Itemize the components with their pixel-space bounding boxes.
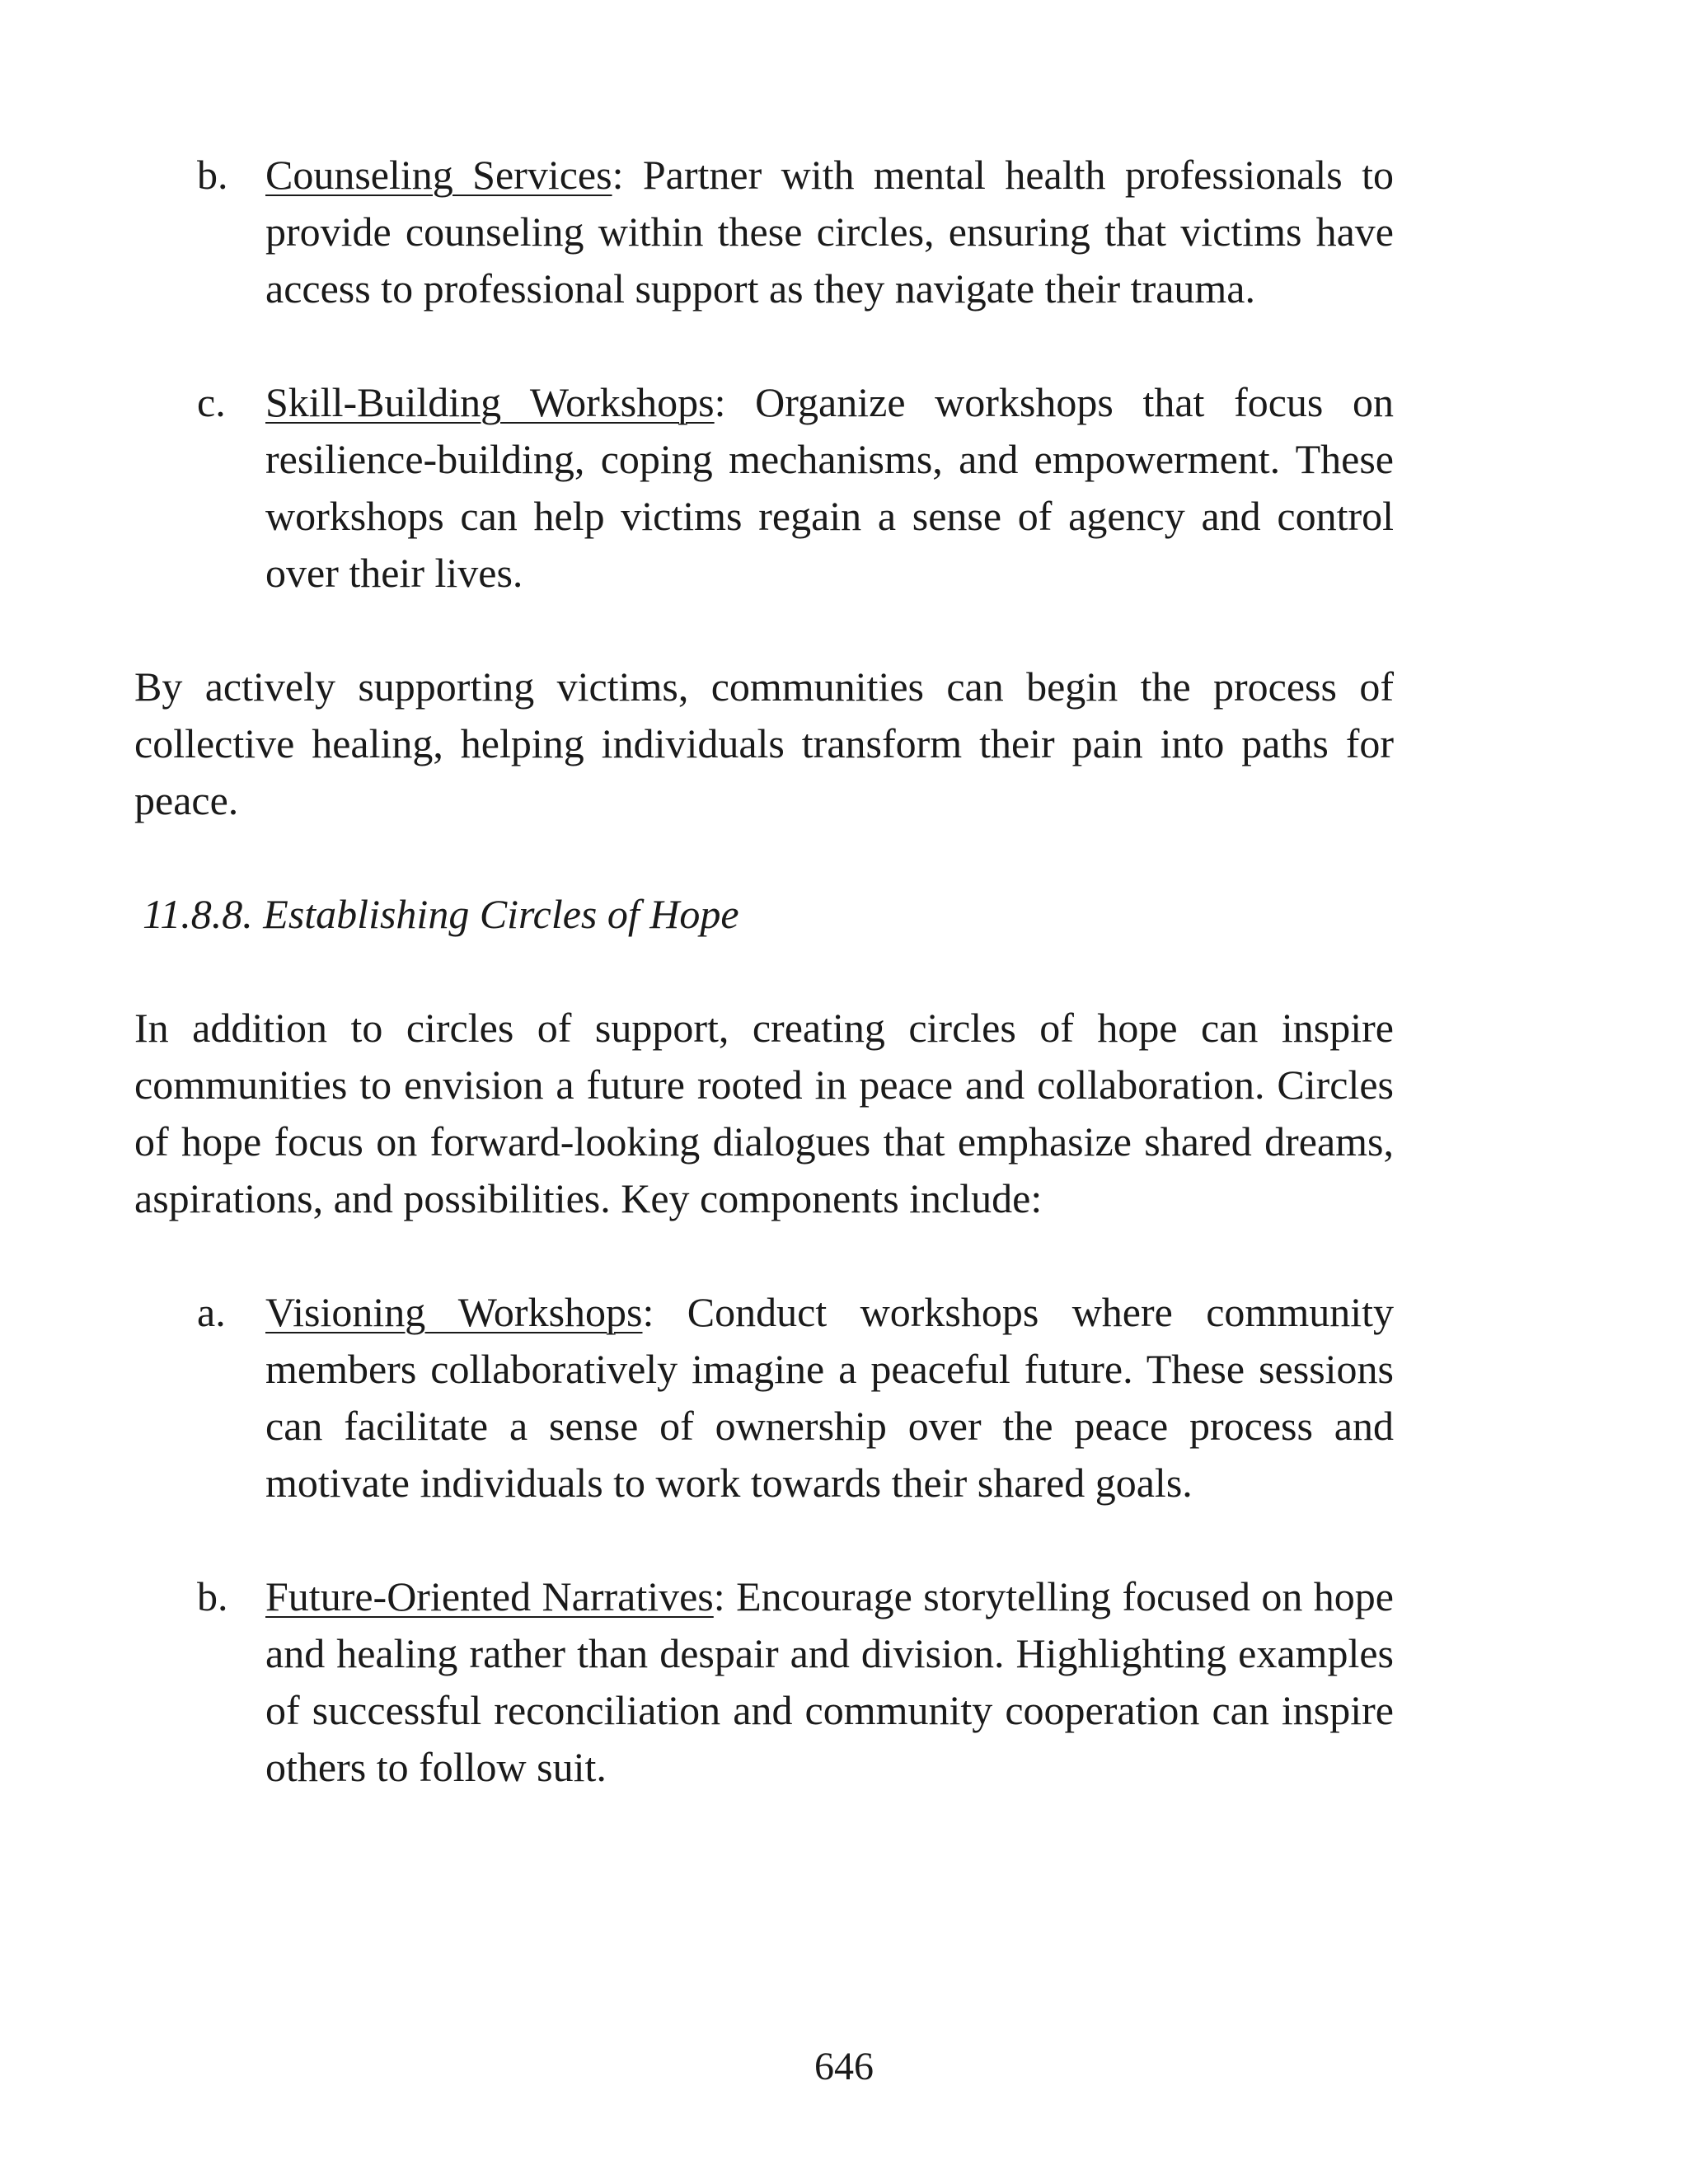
list-marker: b. [197, 1573, 228, 1619]
page-number: 646 [814, 2045, 874, 2088]
list-item-skill-building-workshops [134, 374, 1394, 602]
list-marker: b. [197, 152, 228, 198]
item-text: : Encourage storytelling focused on hope and healing rather than despair and division. Highlighting examples of successful reconciliation and community cooperation can inspire others to follow suit. [265, 1573, 1394, 1790]
page-content [134, 147, 1394, 1796]
item-text: : Partner with mental health professionals to provide counseling within these circles, ensuring that victims have access to professional support as they navigate their trauma. [265, 152, 1394, 312]
list-item-counseling-services [134, 147, 1394, 317]
list-marker: a. [197, 1289, 226, 1335]
spacer [134, 829, 1394, 886]
spacer [134, 943, 1394, 1000]
spacer [134, 1511, 1394, 1568]
body-paragraph-victim-support: By actively supporting victims, communities can begin the process of collective healing, helping individuals transform their pain into paths for peace. [134, 663, 1394, 823]
body-paragraph-circles-of-hope: In addition to circles of support, creating circles of hope can inspire communities to envision a future rooted in peace and collaboration. Circles of hope focus on forward-looking dialogues that emphasize shared dreams, aspirations, and possibilities. Key components include: [134, 1005, 1394, 1221]
list-item-visioning-workshops [134, 1284, 1394, 1511]
term-future-oriented-narratives: Future-Oriented Narratives [265, 1573, 714, 1619]
spacer [134, 602, 1394, 658]
spacer [134, 1227, 1394, 1284]
term-counseling-services: Counseling Services [265, 152, 612, 198]
list-marker: c. [197, 379, 226, 425]
spacer [134, 317, 1394, 374]
item-text: : Organize workshops that focus on resilience-building, coping mechanisms, and empowerment. These workshops can help victims regain a sense of agency and control over their lives. [265, 379, 1395, 596]
section-heading: 11.8.8. Establishing Circles of Hope [143, 891, 739, 937]
term-skill-building-workshops: Skill-Building Workshops [265, 379, 715, 425]
list-item-future-oriented-narratives [134, 1568, 1394, 1796]
term-visioning-workshops: Visioning Workshops [265, 1289, 643, 1335]
item-text: : Conduct workshops where community members collaboratively imagine a peaceful future. These sessions can facilitate a sense of ownership over the peace process and motivate individuals to work towards their shared goals. [265, 1289, 1395, 1506]
